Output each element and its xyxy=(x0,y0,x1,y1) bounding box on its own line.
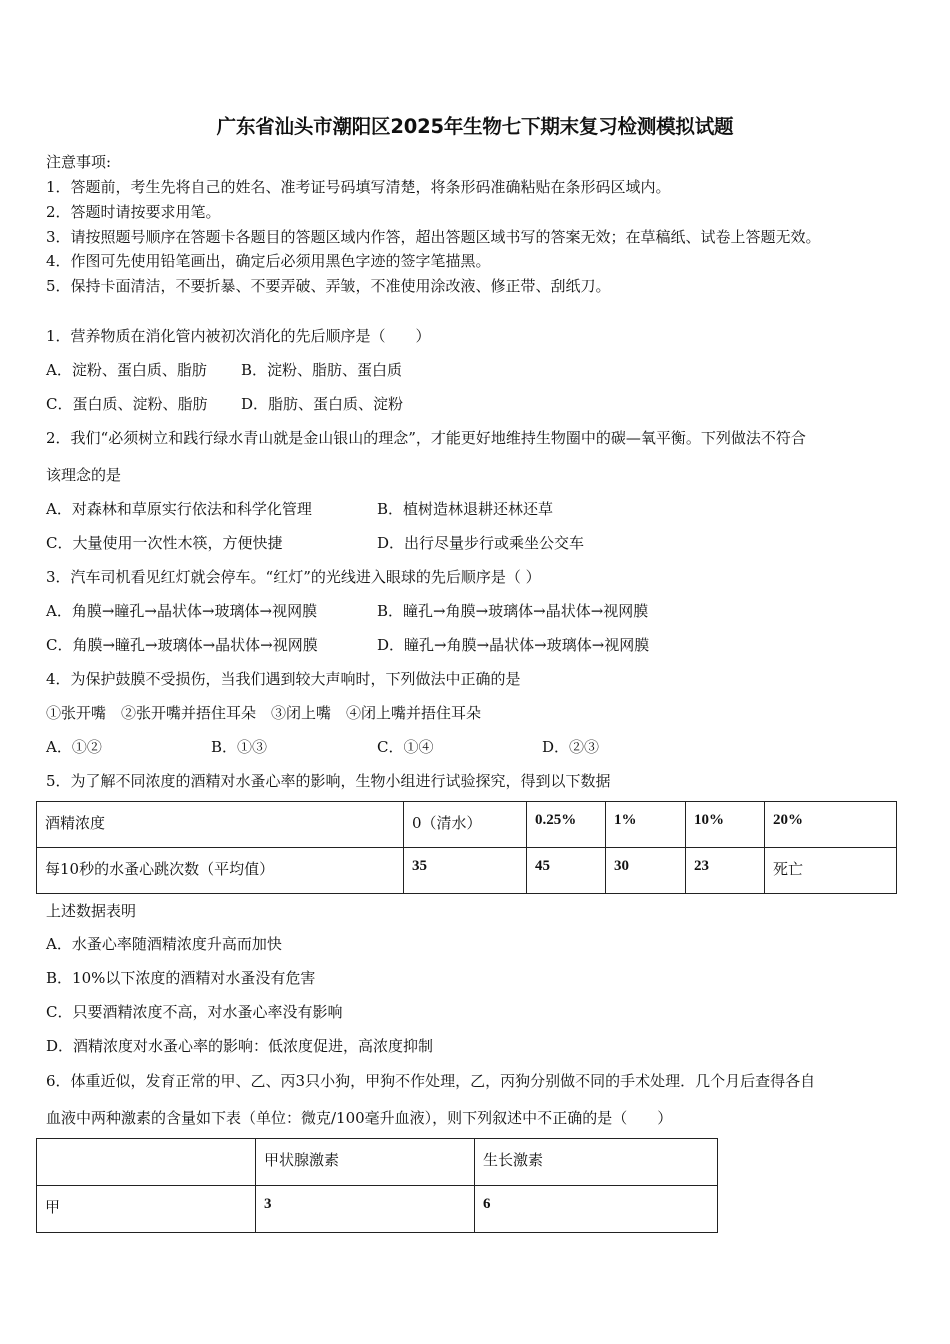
question-6-stem-cont: 血液中两种激素的含量如下表（单位：微克/100毫升血液），则下列叙述中不正确的是（ ） xyxy=(46,1109,673,1127)
q1-option-a: A．淀粉、蛋白质、脂肪 xyxy=(46,361,207,379)
table-cell: 10% xyxy=(686,802,765,848)
table-cell: 甲 xyxy=(37,1186,256,1233)
q3-option-d: D．瞳孔→角膜→晶状体→玻璃体→视网膜 xyxy=(377,636,650,654)
q5-option-a: A．水蚤心率随酒精浓度升高而加快 xyxy=(46,935,282,953)
question-3-stem: 3．汽车司机看见红灯就会停车。“红灯”的光线进入眼球的先后顺序是（ ） xyxy=(46,568,541,586)
question-2-stem: 2．我们“必须树立和践行绿水青山就是金山银山的理念”，才能更好地维持生物圈中的碳—氧平衡。下列做法不符合 xyxy=(46,429,806,447)
q2-option-b: B．植树造林退耕还林还草 xyxy=(377,500,554,518)
q5-option-c: C．只要酒精浓度不高，对水蚤心率没有影响 xyxy=(46,1003,343,1021)
notice-item: 1．答题前，考生先将自己的姓名、准考证号码填写清楚，将条形码准确粘贴在条形码区域内。 xyxy=(46,178,671,196)
notice-item: 4．作图可先使用铅笔画出，确定后必须用黑色字迹的签字笔描黑。 xyxy=(46,252,491,270)
notice-item: 3．请按照题号顺序在答题卡各题目的答题区域内作答，超出答题区域书写的答案无效；在草稿纸、试卷上答题无效。 xyxy=(46,228,821,246)
q4-option-a: A．①② xyxy=(46,738,102,756)
table-row xyxy=(37,1186,718,1233)
table-cell: 20% xyxy=(765,802,897,848)
q5-data-table xyxy=(36,801,897,894)
q4-option-d: D．②③ xyxy=(542,738,600,756)
table-row xyxy=(37,848,897,894)
table-cell: 6 xyxy=(475,1186,718,1233)
q4-choices: ①张开嘴 ②张开嘴并捂住耳朵 ③闭上嘴 ④闭上嘴并捂住耳朵 xyxy=(46,704,482,722)
table-cell: 23 xyxy=(686,848,765,894)
table-cell: 3 xyxy=(256,1186,475,1233)
question-2-stem-cont: 该理念的是 xyxy=(46,466,122,484)
table-cell: 30 xyxy=(606,848,686,894)
q2-option-a: A．对森林和草原实行依法和科学化管理 xyxy=(46,500,312,518)
q2-option-d: D．出行尽量步行或乘坐公交车 xyxy=(377,534,585,552)
question-5-stem: 5．为了解不同浓度的酒精对水蚤心率的影响，生物小组进行试验探究，得到以下数据 xyxy=(46,772,611,790)
table-cell: 酒精浓度 xyxy=(37,802,404,848)
q5-option-b: B．10%以下浓度的酒精对水蚤没有危害 xyxy=(46,969,316,987)
notice-item: 2．答题时请按要求用笔。 xyxy=(46,203,221,221)
q4-option-c: C．①④ xyxy=(377,738,434,756)
q3-option-a: A．角膜→瞳孔→晶状体→玻璃体→视网膜 xyxy=(46,602,318,620)
q1-option-d: D．脂肪、蛋白质、淀粉 xyxy=(241,395,404,413)
question-4-stem: 4．为保护鼓膜不受损伤，当我们遇到较大声响时，下列做法中正确的是 xyxy=(46,670,521,688)
q5-after-table: 上述数据表明 xyxy=(46,902,137,920)
q6-hormone-table xyxy=(36,1138,718,1233)
table-cell: 0（清水） xyxy=(404,802,527,848)
question-1-stem: 1．营养物质在消化管内被初次消化的先后顺序是（ ） xyxy=(46,327,431,345)
table-header-row xyxy=(37,1139,718,1186)
notice-heading: 注意事项: xyxy=(46,153,112,171)
q1-option-b: B．淀粉、脂肪、蛋白质 xyxy=(241,361,403,379)
table-cell: 35 xyxy=(404,848,527,894)
notice-item: 5．保持卡面清洁，不要折暴、不要弄破、弄皱，不准使用涂改液、修正带、刮纸刀。 xyxy=(46,277,611,295)
table-cell xyxy=(37,1139,256,1186)
page-title: 广东省汕头市潮阳区2025年生物七下期末复习检测模拟试题 xyxy=(216,115,734,138)
table-cell: 甲状腺激素 xyxy=(256,1139,475,1186)
table-cell: 0.25% xyxy=(527,802,606,848)
q3-option-c: C．角膜→瞳孔→玻璃体→晶状体→视网膜 xyxy=(46,636,318,654)
q3-option-b: B．瞳孔→角膜→玻璃体→晶状体→视网膜 xyxy=(377,602,649,620)
question-6-stem: 6．体重近似，发育正常的甲、乙、丙3只小狗，甲狗不作处理，乙，丙狗分别做不同的手术处理．几个月后查得各自 xyxy=(46,1072,816,1090)
table-cell: 生长激素 xyxy=(475,1139,718,1186)
table-cell: 1% xyxy=(606,802,686,848)
table-cell: 每10秒的水蚤心跳次数（平均值） xyxy=(37,848,404,894)
q5-option-d: D．酒精浓度对水蚤心率的影响：低浓度促进，高浓度抑制 xyxy=(46,1037,434,1055)
table-header-row xyxy=(37,802,897,848)
q4-option-b: B．①③ xyxy=(211,738,268,756)
table-cell: 死亡 xyxy=(765,848,897,894)
q2-option-c: C．大量使用一次性木筷，方便快捷 xyxy=(46,534,283,552)
table-cell: 45 xyxy=(527,848,606,894)
q1-option-c: C．蛋白质、淀粉、脂肪 xyxy=(46,395,208,413)
